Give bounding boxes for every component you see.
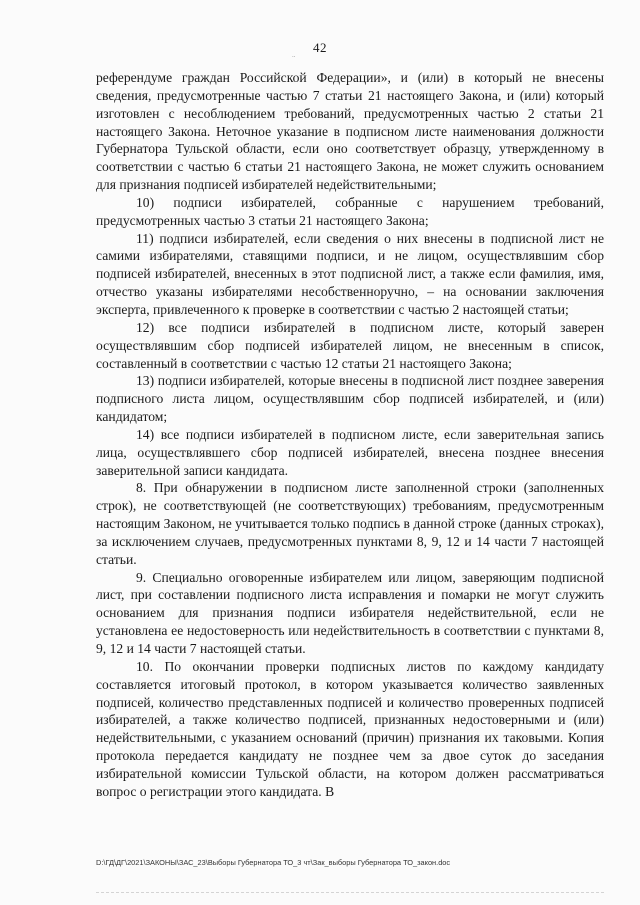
document-body <box>96 69 604 801</box>
page-number: 42 <box>313 40 327 55</box>
scan-edge-line <box>96 892 604 893</box>
paragraph-part-8: 8. При обнаружении в подписном листе заполненной строки (заполненных строк), не соответствующей (не соответствующих) требованиям, предусмотренным настоящим Законом, не учитывается только подпись в данной строке (данных строках), за исключением случаев, предусмотренных пунктами 8, 9, 12 и 14 части 7 настоящей статьи. <box>96 480 604 567</box>
paragraph-item-10: 10) подписи избирателей, собранные с нарушением требований, предусмотренных частью 3 статьи 21 настоящего Закона; <box>96 194 604 228</box>
paragraph-part-9: 9. Специально оговоренные избирателем или лицом, заверяющим подписной лист, при составлении подписного листа исправления и помарки не могут служить основанием для признания подписи избирателя недействительной, если не установлена ее недостоверность или недействительность в соответствии с пунктами 8, 9, 12 и 14 части 7 настоящей статьи. <box>96 569 604 656</box>
footer-file-path: D:\ГД\ДГ\2021\ЗАКОНЫ\ЗАС_23\Выборы Губернатора ТО_3 чт\Зак_выборы Губернатора ТО_закон.doc <box>96 858 451 867</box>
paragraph-item-12: 12) все подписи избирателей в подписном листе, который заверен осуществлявшим сбор подписей избирателей лицом, не внесенным в список, составленный в соответствии с частью 12 статьи 21 настоящего Закона; <box>96 319 604 371</box>
paragraph-item-11: 11) подписи избирателей, если сведения о них внесены в подписной лист не самими избирателями, ставящими подписи, и не лицом, осуществлявшим сбор подписей избирателей, внесенных в этот подписной лист, а также если фамилия, имя, отчество указаны избирателями несобственноручно, – на основании заключения эксперта, привлеченного к проверке в соответствии с частью 2 настоящей статьи; <box>96 230 604 317</box>
scan-speck: .. <box>292 51 296 59</box>
paragraph-continuation: референдуме граждан Российской Федерации», и (или) в который не внесены сведения, предусмотренные частью 7 статьи 21 настоящего Закона, и (или) который изготовлен с несоблюдением требований, предусмотренных частью 2 статьи 21 настоящего Закона. Неточное указание в подписном листе наименования должности Губернатора Тульской области, если оно соответствует образцу, утвержденному в соответствии с частью 6 статьи 21 настоящего Закона, не может служить основанием для признания подписей избирателей недействительными; <box>96 70 604 193</box>
paragraph-item-14: 14) все подписи избирателей в подписном листе, если заверительная запись лица, осуществлявшего сбор подписей избирателей, внесена позднее внесения заверительной записи кандидата. <box>96 426 604 478</box>
paragraph-part-10: 10. По окончании проверки подписных листов по каждому кандидату составляется итоговый протокол, в котором указывается количество заявленных подписей, количество представленных подписей и количество проверенных подписей избирателей, а также количество подписей, признанных недостоверными и (или) недействительными, с указанием оснований (причин) признания их таковыми. Копия протокола передается кандидату не позднее чем за двое суток до заседания избирательной комиссии Тульской области, на котором должен рассматриваться вопрос о регистрации этого кандидата. В <box>96 658 604 799</box>
paragraph-item-13: 13) подписи избирателей, которые внесены в подписной лист позднее заверения подписного листа лицом, осуществлявшим сбор подписей избирателей, и (или) кандидатом; <box>96 373 604 425</box>
